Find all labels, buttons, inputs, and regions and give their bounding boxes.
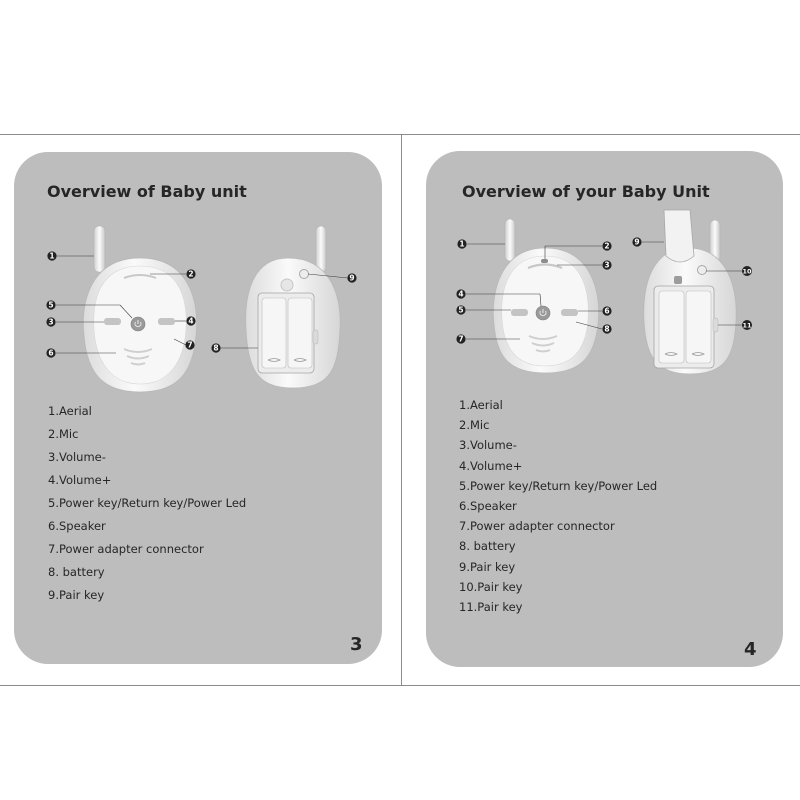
pair-key bbox=[698, 266, 707, 275]
front-view-baby-unit-p3 bbox=[83, 226, 196, 392]
callout-2: 2 bbox=[604, 241, 610, 251]
callout-10: 10 bbox=[742, 267, 752, 276]
pair-key bbox=[300, 270, 309, 279]
callout-11: 11 bbox=[742, 321, 752, 330]
callout-8: 8 bbox=[604, 324, 610, 334]
back-view-baby-unit-p3 bbox=[246, 226, 340, 388]
callout-5: 5 bbox=[458, 305, 464, 315]
page-4-number: 4 bbox=[744, 639, 757, 660]
callout-8: 8 bbox=[213, 343, 219, 353]
aerial bbox=[94, 226, 105, 272]
part-list-item: 6.Speaker bbox=[459, 498, 517, 513]
callout-3: 3 bbox=[48, 317, 54, 327]
callout-9: 9 bbox=[634, 237, 640, 247]
part-list-item: 11.Pair key bbox=[459, 599, 523, 614]
part-list-item: 2.Mic bbox=[459, 418, 490, 433]
part-list-item: 9.Pair key bbox=[48, 588, 105, 602]
power-adapter-slot bbox=[713, 318, 718, 332]
power-adapter-slot bbox=[313, 330, 318, 344]
belt-clip bbox=[664, 210, 694, 262]
callout-6: 6 bbox=[604, 306, 610, 316]
part-list-item: 6.Speaker bbox=[48, 519, 106, 533]
part-list-item: 1.Aerial bbox=[48, 404, 92, 418]
page-4-title: Overview of your Baby Unit bbox=[462, 182, 710, 201]
callout-5: 5 bbox=[48, 300, 54, 310]
part-list-item: 3.Volume- bbox=[48, 450, 106, 464]
callout-1: 1 bbox=[49, 251, 55, 261]
part-list-item: 5.Power key/Return key/Power Led bbox=[48, 496, 247, 510]
volume-plus-key bbox=[561, 309, 578, 316]
front-view-baby-unit-p4 bbox=[493, 219, 598, 373]
part-list-item: 3.Volume- bbox=[459, 438, 517, 453]
volume-minus-key bbox=[104, 318, 121, 325]
callout-6: 6 bbox=[48, 348, 54, 358]
callout-7: 7 bbox=[458, 334, 464, 344]
part-list-item: 4.Volume+ bbox=[459, 458, 523, 473]
part-list-item: 5.Power key/Return key/Power Led bbox=[459, 478, 658, 493]
belt-clip-hole bbox=[281, 279, 293, 291]
part-list-item: 1.Aerial bbox=[459, 398, 503, 412]
aerial bbox=[505, 219, 515, 261]
volume-plus-key bbox=[158, 318, 175, 325]
part-list-item: 4.Volume+ bbox=[48, 473, 112, 487]
part-list-item: 2.Mic bbox=[48, 427, 79, 441]
callout-7: 7 bbox=[187, 340, 193, 350]
part-list-item: 10.Pair key bbox=[459, 579, 523, 594]
part-list-item: 7.Power adapter connector bbox=[48, 542, 204, 556]
part-list-item: 9.Pair key bbox=[459, 559, 516, 574]
callout-4: 4 bbox=[188, 316, 194, 326]
page-3-title: Overview of Baby unit bbox=[47, 182, 247, 201]
page-3-number: 3 bbox=[350, 634, 363, 655]
callout-1: 1 bbox=[459, 239, 465, 249]
part-list-item: 7.Power adapter connector bbox=[459, 519, 615, 534]
status-led bbox=[541, 259, 548, 263]
back-view-baby-unit-p4 bbox=[644, 210, 736, 374]
volume-minus-key bbox=[511, 309, 528, 316]
callout-2: 2 bbox=[188, 269, 194, 279]
callout-9: 9 bbox=[349, 273, 355, 283]
part-list-item: 8. battery bbox=[459, 539, 516, 554]
callout-4: 4 bbox=[458, 289, 464, 299]
callout-3: 3 bbox=[604, 260, 610, 270]
part-list-item: 8. battery bbox=[48, 565, 105, 579]
aerial-back bbox=[316, 226, 326, 272]
